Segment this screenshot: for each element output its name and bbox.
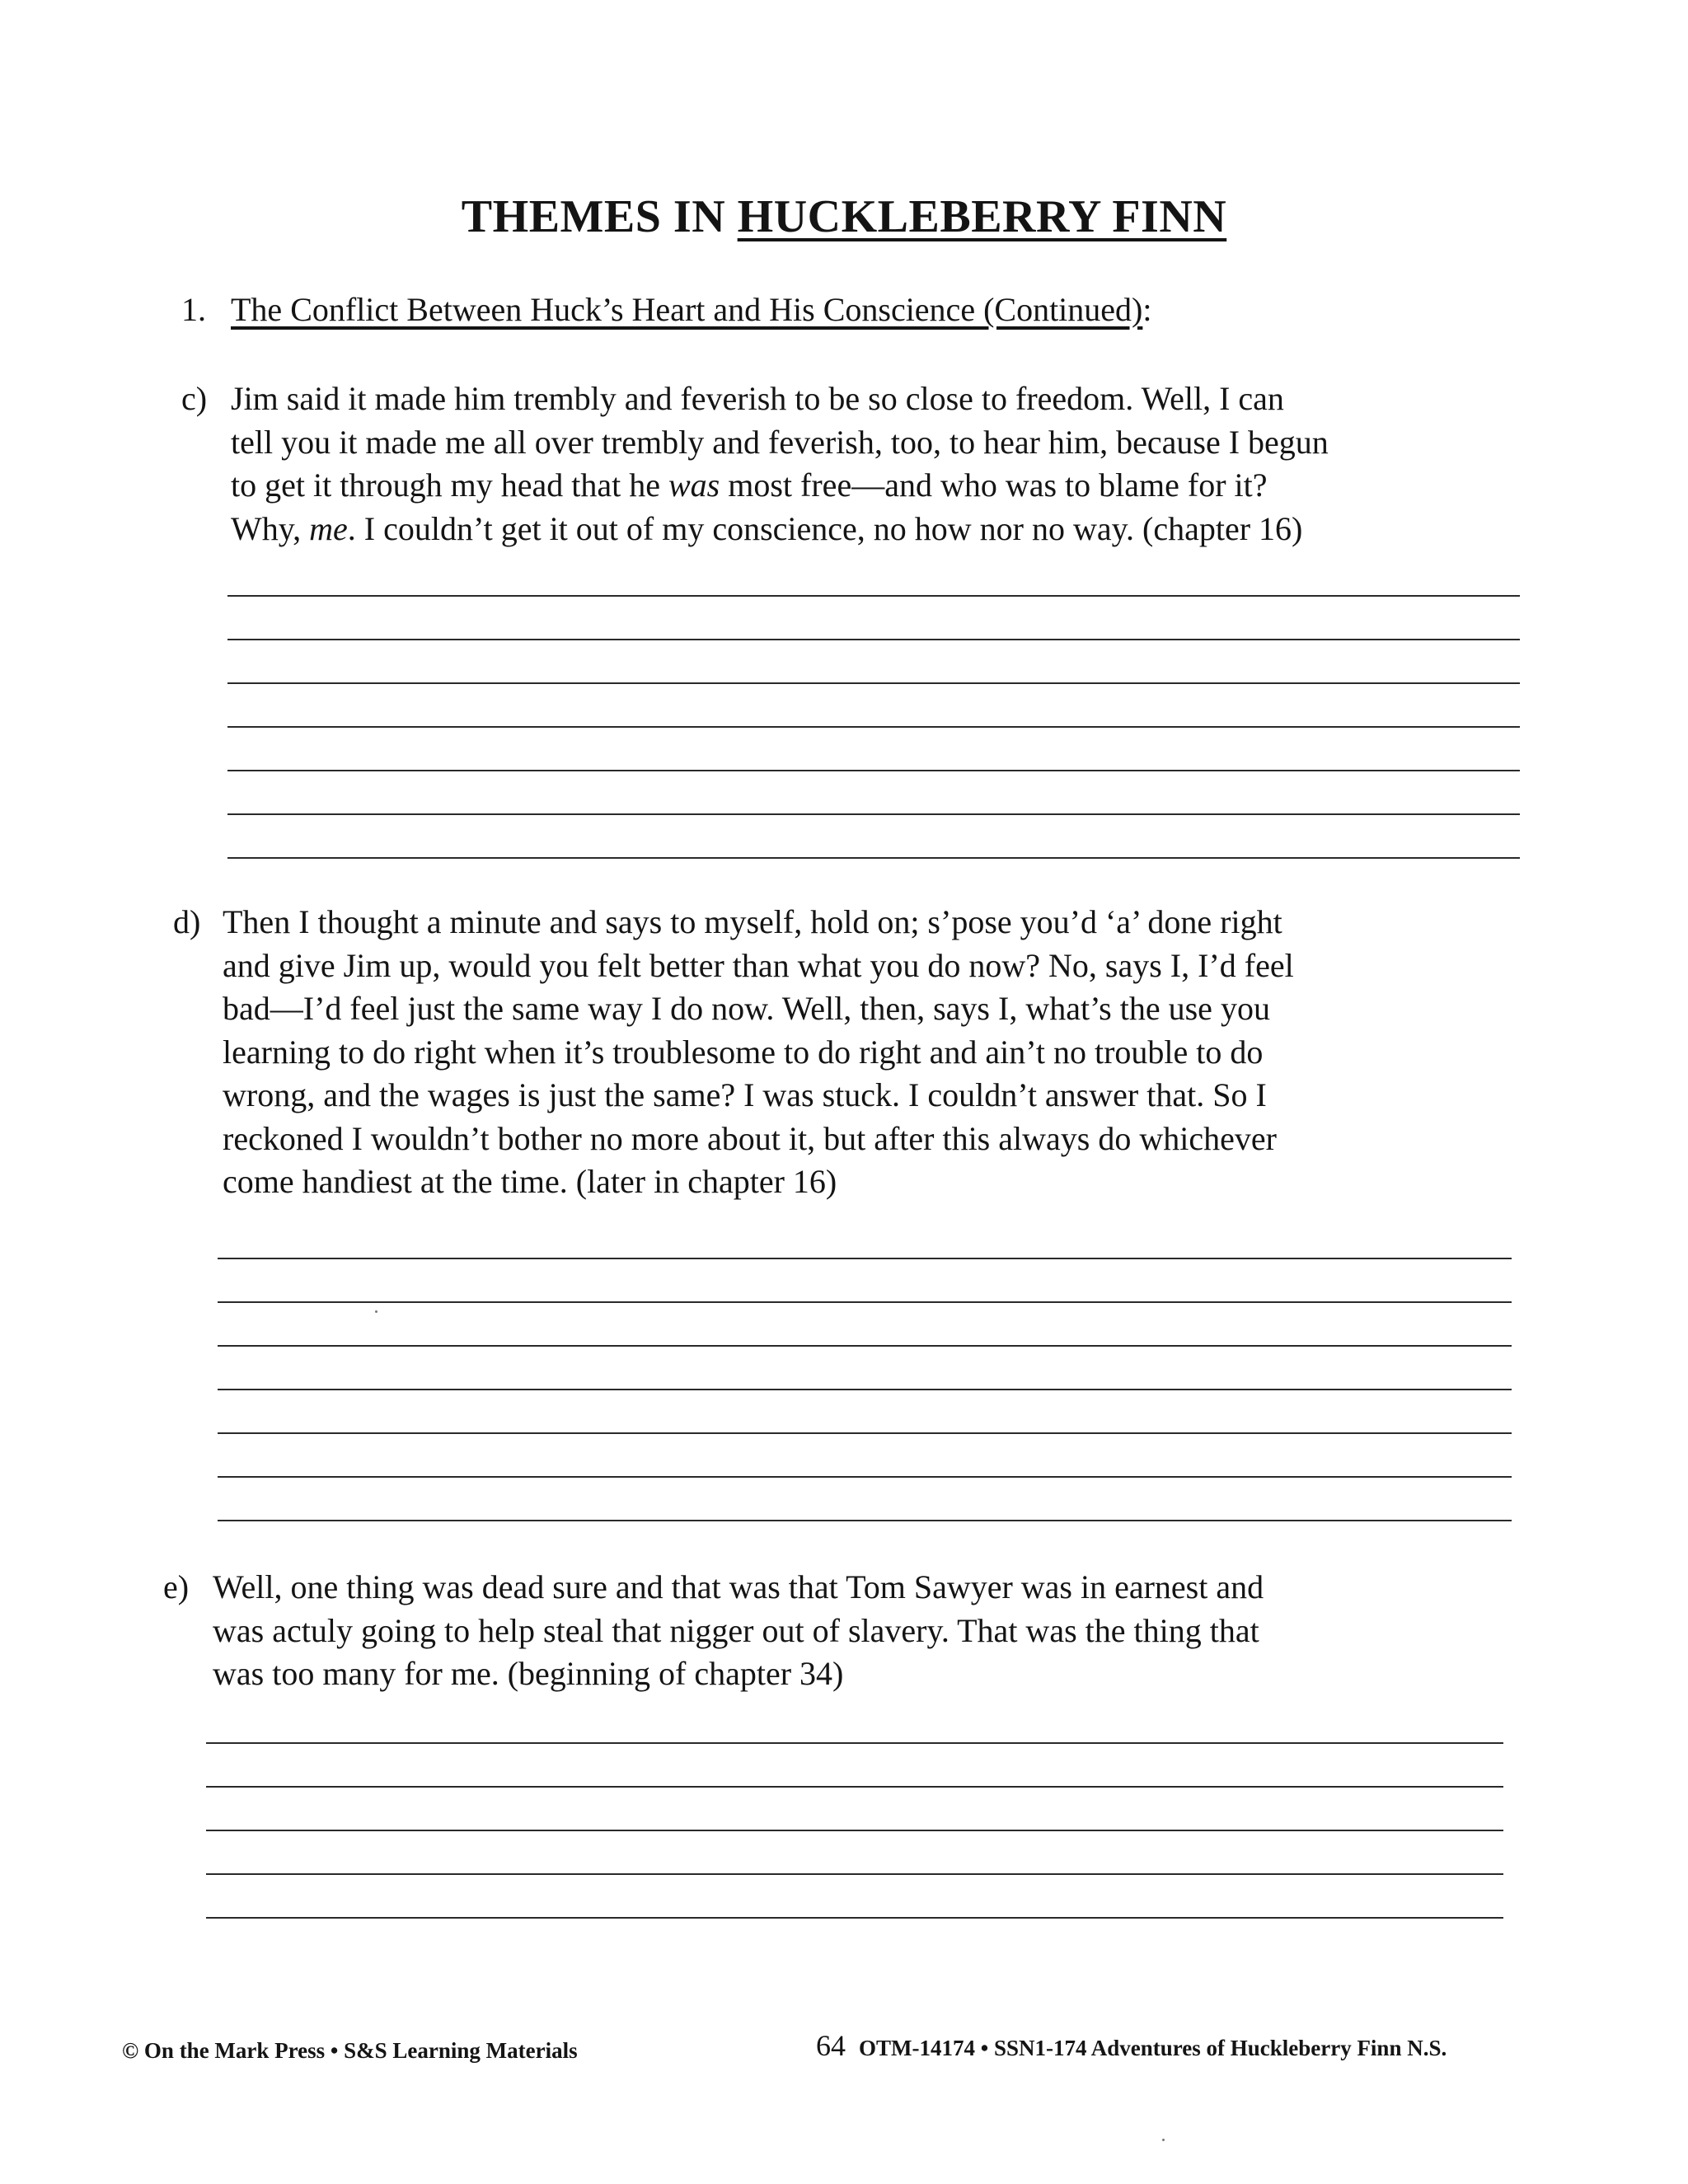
footer-product-code: OTM-14174 • SSN1-174 Adventures of Huckleberry Finn N.S. [859, 2036, 1447, 2060]
section-suffix: : [1142, 291, 1152, 328]
quote-line: reckoned I wouldn’t bother no more about it, but after this always do whichever [223, 1119, 1277, 1157]
quote-item-c [181, 377, 1329, 551]
answer-line[interactable] [227, 813, 1520, 815]
title-prefix: THEMES IN [461, 191, 738, 242]
emphasis: me [309, 509, 348, 547]
emphasis: was [668, 466, 720, 504]
quote-line: wrong, and the wages is just the same? I was stuck. I couldn’t answer that. So I [223, 1076, 1267, 1113]
quote-line: and give Jim up, would you felt better than what you do now? No, says I, I’d feel [223, 946, 1294, 984]
answer-line[interactable] [218, 1345, 1512, 1347]
quote-line: Why, me. I couldn’t get it out of my conscience, no how nor no way. (chapter 16) [231, 509, 1303, 547]
answer-line[interactable] [227, 682, 1520, 684]
quote-line: bad—I’d feel just the same way I do now. Well, then, says I, what’s the use you [223, 990, 1270, 1027]
quote-item-d [173, 901, 1294, 1204]
quote-line: tell you it made me all over trembly and feverish, too, to hear him, because I begun [231, 423, 1329, 461]
section-label: The Conflict Between Huck’s Heart and His Conscience (Continued) [231, 291, 1143, 328]
item-label: d) [173, 903, 201, 940]
quote-line: learning to do right when it’s troublesome to do right and ain’t no trouble to do [223, 1033, 1264, 1071]
answer-line[interactable] [218, 1520, 1512, 1521]
quote-line: was actuly going to help steal that nigger out of slavery. That was the thing that [213, 1611, 1259, 1649]
answer-line[interactable] [227, 726, 1520, 728]
quote-line: was too many for me. (beginning of chapter 34) [213, 1655, 844, 1692]
answer-line[interactable] [218, 1389, 1512, 1390]
section-number: 1. [181, 291, 206, 328]
answer-line[interactable] [218, 1476, 1512, 1478]
section-heading [181, 285, 1152, 335]
answer-line[interactable] [206, 1873, 1503, 1875]
answer-line[interactable] [227, 857, 1520, 859]
item-label: c) [181, 380, 208, 417]
page-number: 64 [816, 2029, 846, 2062]
answer-line[interactable] [218, 1258, 1512, 1259]
answer-line[interactable] [206, 1917, 1503, 1919]
quote-line: Then I thought a minute and says to myself, hold on; s’pose you’d ‘a’ done right [223, 903, 1282, 940]
quote-item-e [163, 1566, 1264, 1696]
answer-line[interactable] [227, 770, 1520, 771]
book-title: HUCKLEBERRY FINN [737, 191, 1227, 242]
quote-line: Well, one thing was dead sure and that was that Tom Sawyer was in earnest and [213, 1568, 1264, 1605]
footer-right [816, 2031, 1447, 2063]
quote-line: to get it through my head that he was most free—and who was to blame for it? [231, 466, 1268, 504]
answer-line[interactable] [206, 1742, 1503, 1744]
answer-line[interactable] [218, 1432, 1512, 1434]
quote-line: Jim said it made him trembly and feverish to be so close to freedom. Well, I can [231, 380, 1284, 417]
answer-line[interactable] [227, 639, 1520, 640]
quote-line: come handiest at the time. (later in chapter 16) [223, 1163, 837, 1200]
item-label: e) [163, 1568, 190, 1605]
answer-line[interactable] [206, 1830, 1503, 1831]
answer-line[interactable] [206, 1786, 1503, 1788]
page-title [0, 188, 1688, 246]
answer-line[interactable] [218, 1301, 1512, 1303]
scan-speck [1162, 2139, 1165, 2141]
footer-publisher: © On the Mark Press • S&S Learning Materials [122, 2038, 578, 2063]
answer-line[interactable] [227, 595, 1520, 597]
scan-speck [375, 1310, 377, 1313]
